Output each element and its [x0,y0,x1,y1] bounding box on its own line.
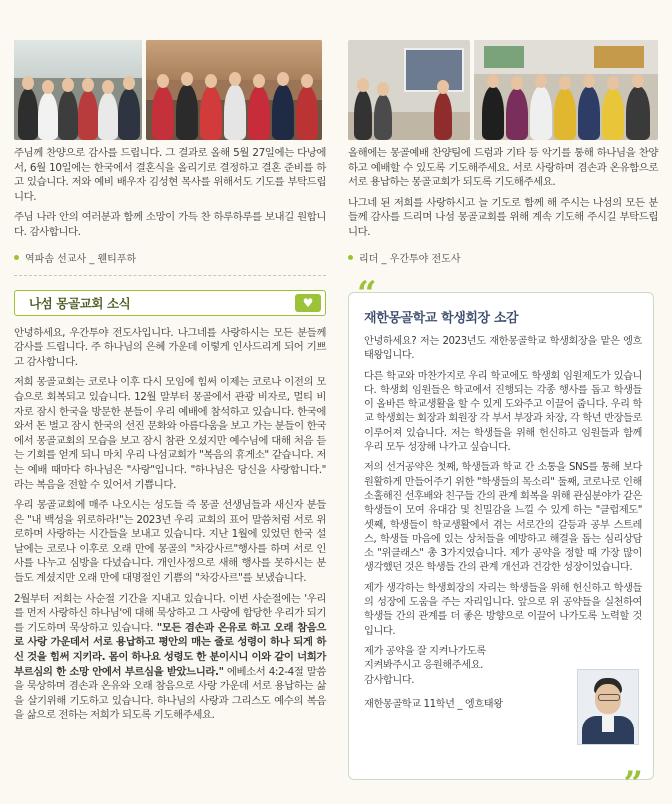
closing-line: 지켜봐주시고 응원해주세요. [364,660,483,672]
article-paragraph [14,592,326,723]
quote-open-icon: “ [357,274,377,314]
missionary-signature [14,250,326,265]
intro-paragraph: 주님께 찬양으로 감사를 드립니다. 그 결과로 올해 5월 27일에는 다낭에서, 6월 10일에는 한국에서 결혼식을 올리기로 결정하고 결혼 준비를 하고 있습니다. 저와 예비 배우자 김성현 목사를 위해서도 기도를 부탁드립니다. [14,147,326,203]
signature-text: 역파솜 선교사 _ 웬티푸하 [25,253,137,265]
photo-classroom [348,40,470,140]
box-paragraph: 제가 생각하는 학생회장의 자리는 학생들을 위해 헌신하고 학생들의 성장에 도움을 주는 자리입니다. 앞으로 위 공약들을 실천하여 학생들 간의 관계를 더 좋은 방향으로 이끌어 나가도록 노력할 것입니다. [364,582,642,637]
section-title: 나섬 몽골교회 소식 [29,295,131,311]
divider [14,275,326,276]
left-column [14,0,326,729]
article-paragraph: 저희 몽골교회는 코로나 이후 다시 모임에 힘써 이제는 코로나 이전의 모습으로 회복되고 있습니다. 12월 말부터 몽골에서 관광 비자로, 멀티 비자로 잠시 한국을 방문한 분들이 우리 예배에 참석하고 있습니다. 한국에 와서 돈 벌고 잠시 한국의 선진 문화와 아름다움을 보고 가는 분들이 한국에서 몽골교회의 모습을 보고 잠시 참관 오셨지만 예수님에 대해 처음 듣는 기회를 얻게 되니 마치 우리 나섬교회가 "복음의 휴게소" 같습니다. 저는 예배 때마다 하나님은 "사랑"입니다. "하나님은 당신을 사랑합니다." 라는 복음을 전할 수 있어서 기쁩니다. [14,376,326,491]
bullet-dot-icon [14,255,19,260]
article-paragraph: 안녕하세요, 우간투야 전도사입니다. 나그네를 사랑하시는 모든 분들께 감사를 드립니다. 주 하나님의 은혜 가운데 이렇게 인사드리게 되어 기쁘고 감사합니다. [14,326,326,368]
section-header [14,290,326,316]
left-intro [14,146,326,240]
article-body [14,326,326,723]
photo-wedding-group [14,40,142,140]
intro-paragraph: 주님 나라 안의 여러분과 함께 소망이 가득 찬 하루하루를 보내길 원합니다. 감사합니다. [14,211,326,238]
left-photos [14,40,326,140]
right-photos [348,40,658,140]
box-title: 재한몽골학교 학생회장 소감 [364,311,519,326]
intro-paragraph: 나그네 된 저희를 사랑하시고 늘 기도로 함께 해 주시는 나섬의 모든 분들께 감사를 드리며 나섬 몽골교회를 위해 계속 기도해 주시길 부탁드립니다. [348,196,658,238]
scripture-quote: "모든 겸손과 온유로 하고 오래 참음으로 사랑 가운데서 서로 용납하고 평안의 매는 줄로 성령이 하나 되게 하신 것을 힘써 지키라. 몸이 하나요 성령도 한 분이시니 이와 같이 너희가 부르심의 한 소망 안에서 부르심을 받았느니라." [14,621,326,678]
right-intro [348,146,658,240]
photo-school-group [474,40,658,140]
student-portrait [577,669,639,745]
box-body [364,335,642,712]
box-paragraph: 저의 선거공약은 첫째, 학생들과 학교 간 소통을 SNS를 통해 보다 원활하게 만들어주기 위한 "학생들의 목소리" 둘째, 코로나로 인해 소홀해진 선후배와 친구들 간의 관계 회복을 위해 관심분야가 같은 학생들이 모여 유대감 및 친밀감을 느낄 수 있게 하는 "클럽제도" 셋째, 학생들이 학교생활에서 겪는 서로간의 갈등과 공부 스트레스, 학생들 마음에 있는 상처들을 예방하고 해결을 돕는 심리상담소 "위클래스" 총 3가지였습니다. 제가 공약을 정할 때 가장 많이 생각했던 것은 학생들 간의 관계 개선과 건강한 성장이었습니다. [364,462,642,574]
heart-icon: ♥ [295,294,321,312]
right-column [348,0,658,804]
bullet-dot-icon [348,255,353,260]
closing-line: 제가 공약을 잘 지켜나가도록 [364,645,486,657]
text-segment: 2월부터 저희는 사순절 기간을 지내고 있습니다. 이번 사순절에는 '우리를 먼저 사랑하신 하나님'에 대해 묵상하고 그 사랑에 합당한 우리가 되기를 기도하며 묵상하고 있습니다. [14,592,326,634]
signature-text: 리더 _ 우간투야 전도사 [359,253,461,265]
leader-signature [348,250,658,265]
box-paragraph: 다른 학교와 마찬가지로 우리 학교에도 학생회 임원제도가 있습니다. 학생회 임원들은 학교에서 진행되는 각종 행사를 돕고 학생들이 올바른 학교생활을 할 수 있게 도와주고 이끌어 줍니다. 우리 학교 학생회는 회장과 회원장 각 부서 부장과 차장, 각 학년 반장들로 이루어져 있습니다. 저는 학생들을 위해 헌신하고 임원들과 함께 우리 모두 성장해 나가고 싶습니다. [364,370,642,454]
box-signature: 재한몽골학교 11학년 _ 엥흐태왕 [364,698,503,710]
text-segment: 에베소서 4:2-4절 말씀을 묵상하며 겸손과 온유와 오래 참음으로 사랑 가운데 서로 용납하는 삶을 살기위해 기도하고 있습니다. 하나님의 사랑과 그리스도 예수의 복음을 삶으로 전하는 저희가 되도록 기도해주세요. [14,665,326,722]
quote-close-icon: ” [623,764,643,804]
student-president-box [348,274,654,804]
intro-paragraph: 올해에는 몽골예배 찬양팀에 드럼과 기타 등 악기를 통해 하나님을 찬양하고 예배할 수 있도록 기도해주세요. 서로 사랑하며 겸손과 온유함으로 서로 용납하는 몽골교회가 되도록 기도해주세요. [348,147,658,189]
closing-line: 감사합니다. [364,674,415,686]
photo-church-group [146,40,322,140]
box-paragraph: 안녕하세요? 저는 2023년도 재한몽골학교 학생회장을 맡은 엥흐태왕입니다. [364,336,642,362]
article-paragraph: 우리 몽골교회에 매주 나오시는 성도들 즉 몽골 선생님들과 새신자 분들은 "내 백성을 위로하라!"는 2023년 우리 교회의 표어 말씀처럼 서로 위로하며 사랑하는 시간들을 보내고 있습니다. 지난 1월에 있었던 한국 설날에는 코로나 이후로 오래 만에 몽골의 "차강사르"행사를 하며 서로 인사를 나누고 심방을 다녔습니다. 개인사정으로 새해 행사를 못하시는 분들도 계셨지만 오래 만에 대명절인 기쁨의 "차강사르"를 보냈습니다. [14,499,326,585]
